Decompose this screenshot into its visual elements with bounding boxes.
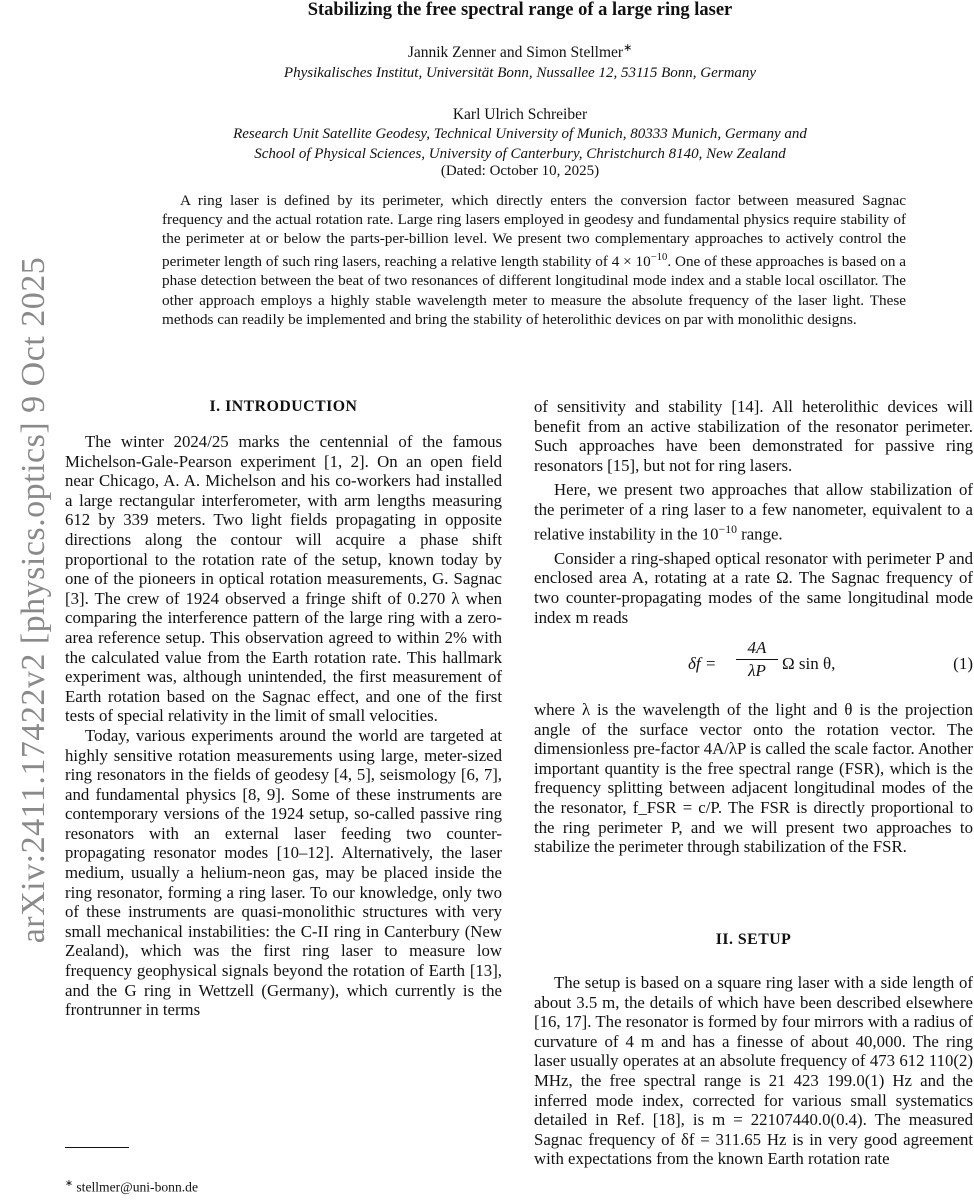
abstract <box>162 191 906 329</box>
right-column-bottom <box>534 973 973 1169</box>
abstract-part-1: A ring laser is defined by its perimeter, which directly enters the conversion factor between measured Sagnac frequency and the actual rotation rate. Large ring lasers employed in geodesy and fundamental physics require stability of the perimeter at or below the parts-per-billion level. We present two complementary approaches to actively control the perimeter length of such ring lasers, reaching a relative length stability of 4 × 10 <box>162 192 906 271</box>
introduction-heading: I. INTRODUCTION <box>209 398 358 415</box>
intro-paragraph-6: where λ is the wavelength of the light and θ is the projection angle of the surface vector onto the rotation vector. The dimensionless pre-factor 4A/λP is called the scale factor. Another important quantity is the free spectral range (FSR), which is the frequency splitting between adjacent longitudinal modes of the the resonator, f_FSR = c/P. The FSR is directly proportional to the ring perimeter P, and we will present two approaches to stabilize the perimeter through stabilization of the FSR. <box>534 700 973 857</box>
equation-1 <box>534 638 973 698</box>
arxiv-sidebar <box>0 0 60 1200</box>
equation-number: (1) <box>953 654 973 673</box>
dated-line: (Dated: October 10, 2025) <box>440 163 600 179</box>
author-line-2: Karl Ulrich Schreiber <box>452 106 588 123</box>
author-line-1 <box>66 41 974 62</box>
intro-paragraph-1: The winter 2024/25 marks the centennial of the famous Michelson-Gale-Pearson experiment [1, 2]. On an open field near Chicago, A. A. Michelson and his co-workers had installed a large rectangular interferometer, with arm lengths measuring 612 by 339 meters. Two light fields propagating in opposite directions along the contour will acquire a phase shift proportional to the rotation rate of the setup, known today by one of the pioneers in optical rotation measurements, G. Sagnac [3]. The crew of 1924 observed a fringe shift of 0.270 λ when comparing the interference pattern of the large ring with a zero-area reference setup. This observation agreed to within 2% with the calculated value from the Earth rotation rate. This hallmark experiment was, although unintended, the first measurement of Earth rotation based on the Sagnac effect, and one of the first tests of special relativity in the limit of small velocities. <box>65 432 502 726</box>
intro-paragraph-5: Consider a ring-shaped optical resonator with perimeter P and enclosed area A, rotating at a rate Ω. The Sagnac frequency of two counter-propagating modes of the same longitudinal mode index m reads <box>534 548 973 627</box>
abstract-exponent: −10 <box>650 252 668 264</box>
paper-title: Stabilizing the free spectral range of a large ring laser <box>307 0 733 20</box>
affiliation-2b: School of Physical Sciences, University of Canterbury, Christchurch 8140, New Zealand <box>254 146 786 162</box>
authors-names-1: Jannik Zenner and Simon Stellmer <box>407 44 624 62</box>
equation-fraction <box>736 638 778 681</box>
intro-paragraph-3: of sensitivity and stability [14]. All heterolithic devices will benefit from an active stabilization of the resonator perimeter. Such approaches have been demonstrated for passive ring resonators [15], but not for ring lasers. <box>534 397 973 475</box>
equation-lhs: δf = <box>688 654 717 673</box>
setup-heading: II. SETUP <box>715 931 792 948</box>
footnote-rule <box>65 1147 129 1148</box>
footnote <box>65 1178 198 1196</box>
affiliation-2a: Research Unit Satellite Geodesy, Technical University of Munich, 80333 Munich, Germany and <box>233 126 807 142</box>
setup-paragraph-1: The setup is based on a square ring laser with a side length of about 3.5 m, the details of which have been described elsewhere [16, 17]. The resonator is formed by four mirrors with a radius of curvature of 4 m and has a finesse of about 40,000. The ring laser usually operates at an absolute frequency of 473 612 110(2) MHz, the free spectral range is 21 423 199.0(1) Hz and the inferred mode index, corrected for various small systematics detailed in Ref. [18], is m = 22107440.0(0.4). The measured Sagnac frequency of δf = 311.65 Hz is in very good agreement with expectations from the known Earth rotation rate <box>534 973 973 1169</box>
intro-paragraph-4-a: Here, we present two approaches that allow stabilization of the perimeter of a ring laser to a few nanometer, equivalent to a relative instability in the 10 <box>534 480 973 544</box>
right-column-top <box>534 397 973 627</box>
left-column <box>65 432 502 1020</box>
footnote-email[interactable]: stellmer@uni-bonn.de <box>72 1179 199 1195</box>
arxiv-identifier[interactable]: arXiv:2411.17422v2 [physics.optics] 9 Oct 2025 <box>15 256 52 944</box>
affiliation-1: Physikalisches Institut, Universität Bonn, Nussallee 12, 53115 Bonn, Germany <box>283 65 757 81</box>
equation-rhs: Ω sin θ, <box>782 654 836 673</box>
intro-paragraph-4-b: range. <box>736 524 783 544</box>
equation-numerator: 4A <box>736 638 778 660</box>
corresponding-author-mark: ∗ <box>623 42 633 54</box>
intro-paragraph-4-exp: −10 <box>718 522 737 536</box>
equation-denominator: λP <box>748 661 766 680</box>
intro-paragraph-4 <box>534 480 973 543</box>
footnote-mark: ∗ <box>65 1179 73 1189</box>
intro-paragraph-2: Today, various experiments around the world are targeted at highly sensitive rotation measurements using large, meter-sized ring resonators in the fields of geodesy [4, 5], seismology [6, 7], and fundamental physics [8, 9]. Some of these instruments are contemporary versions of the 1924 setup, so-called passive ring resonators with an external laser feeding two counter-propagating resonator modes [10–12]. Alternatively, the laser medium, usually a helium-neon gas, may be placed inside the ring resonator, forming a ring laser. To our knowledge, only two of these instruments are quasi-monolithic structures with very small mechanical instabilities: the C-II ring in Canterbury (New Zealand), which was the first ring laser to measure low frequency geophysical signals beyond the rotation of Earth [13], and the G ring in Wettzell (Germany), which currently is the frontrunner in terms <box>65 725 502 1020</box>
right-column-middle <box>534 700 973 857</box>
abstract-part-2: . One of these approaches is based on a phase detection between the beat of two resonances of different longitudinal mode index and a stable local oscillator. The other approach employs a highly stable wavelength meter to measure the absolute frequency of the laser light. These methods can readily be implemented and bring the stability of heterolithic devices on par with monolithic designs. <box>162 253 906 328</box>
